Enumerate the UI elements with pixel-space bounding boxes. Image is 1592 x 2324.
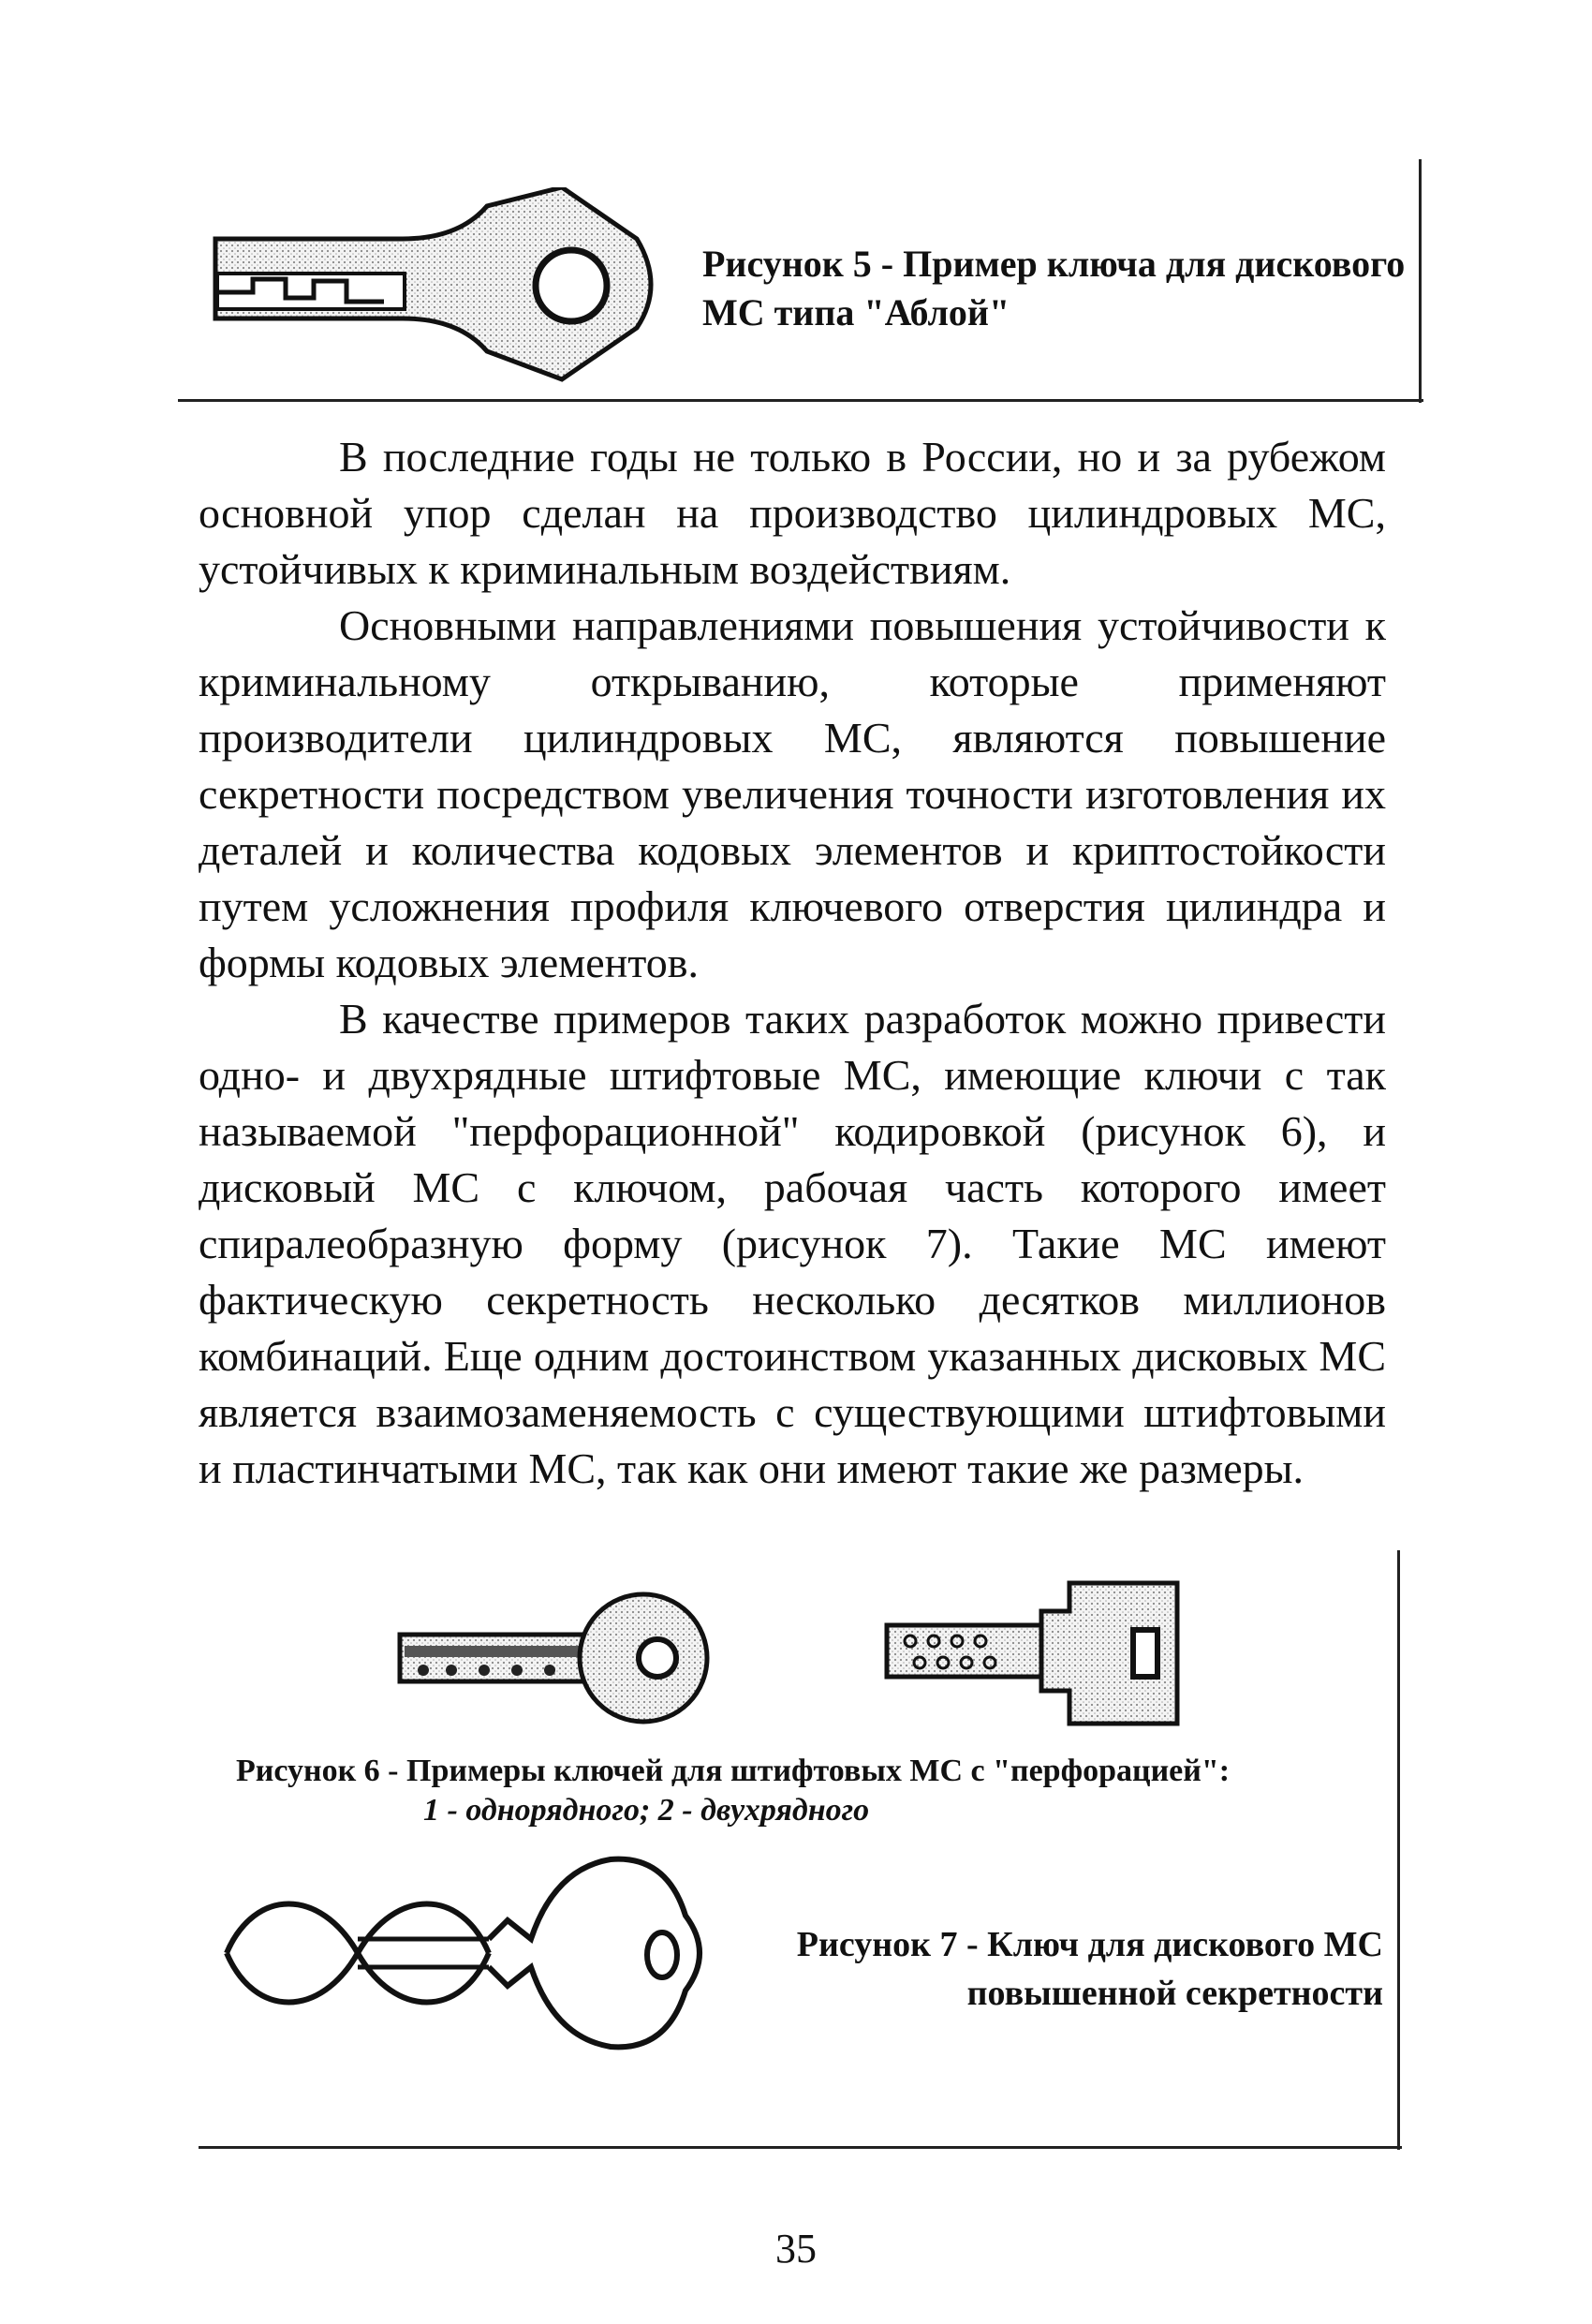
paragraph-1: В последние годы не только в России, но и за рубежом основной упор сделан на производство цилиндровых МС, устойчивых к криминальным воздействиям. [199, 433, 1386, 593]
paragraph-3: В качестве примеров таких разработок можно привести одно- и двухрядные штифтовые МС, имеющие ключи с так называемой "перфорационной" кодировкой (рисунок 6), и дисковый МС с ключом, рабочая часть которого имеет спиралеобразную форму (рисунок 7). Такие МС имеют фактическую секретность несколько десятков миллионов комбинаций. Еще одним достоинством указанных дисковых МС является взаимозаменяемость с существующими штифтовыми и пластинчатыми МС, так как они имеют такие же размеры. [199, 995, 1386, 1492]
figure-6-caption-sub: 1 - однорядного; 2 - двухрядного [423, 1793, 870, 1828]
figures-frame-bottom [199, 2146, 1402, 2149]
single-row-key-illustration [395, 1588, 714, 1728]
ablov-key-illustration [197, 187, 684, 384]
page-number: 35 [775, 2226, 817, 2272]
figure-7-caption-line1: Рисунок 7 - Ключ для дискового МС [796, 1925, 1383, 1964]
figure-6-caption-main: Рисунок 6 - Примеры ключей для штифтовых МС с "перфорацией": [236, 1754, 1231, 1788]
body-text [199, 429, 1386, 1497]
figure-5 [178, 159, 1423, 403]
figure-5-caption-line2: МС типа "Аблой" [702, 291, 1010, 333]
figure-5-frame-right [1419, 159, 1422, 403]
figure-7-caption-line2: повышенной секретности [966, 1974, 1383, 2013]
spiral-key-illustration [217, 1850, 723, 2065]
paragraph-2: Основными направлениями повышения устойчивости к криминальному открыванию, которые применяют производители цилиндровых МС, являются повышение секретности посредством увеличения точности изготовления их деталей и количества кодовых элементов и криптостойкости путем усложнения профиля ключевого отверстия цилиндра и формы кодовых элементов. [199, 601, 1386, 986]
figures-frame-right [1397, 1550, 1400, 2150]
figures-6-7 [199, 1550, 1402, 2150]
double-row-key-illustration [882, 1574, 1191, 1733]
figure-7-caption [737, 1920, 1383, 2018]
figure-5-caption-line1: Рисунок 5 - Пример ключа для дискового [702, 243, 1406, 285]
figure-5-frame-bottom [178, 399, 1423, 402]
figure-5-caption [702, 240, 1405, 337]
figure-6-caption [236, 1752, 1397, 1830]
